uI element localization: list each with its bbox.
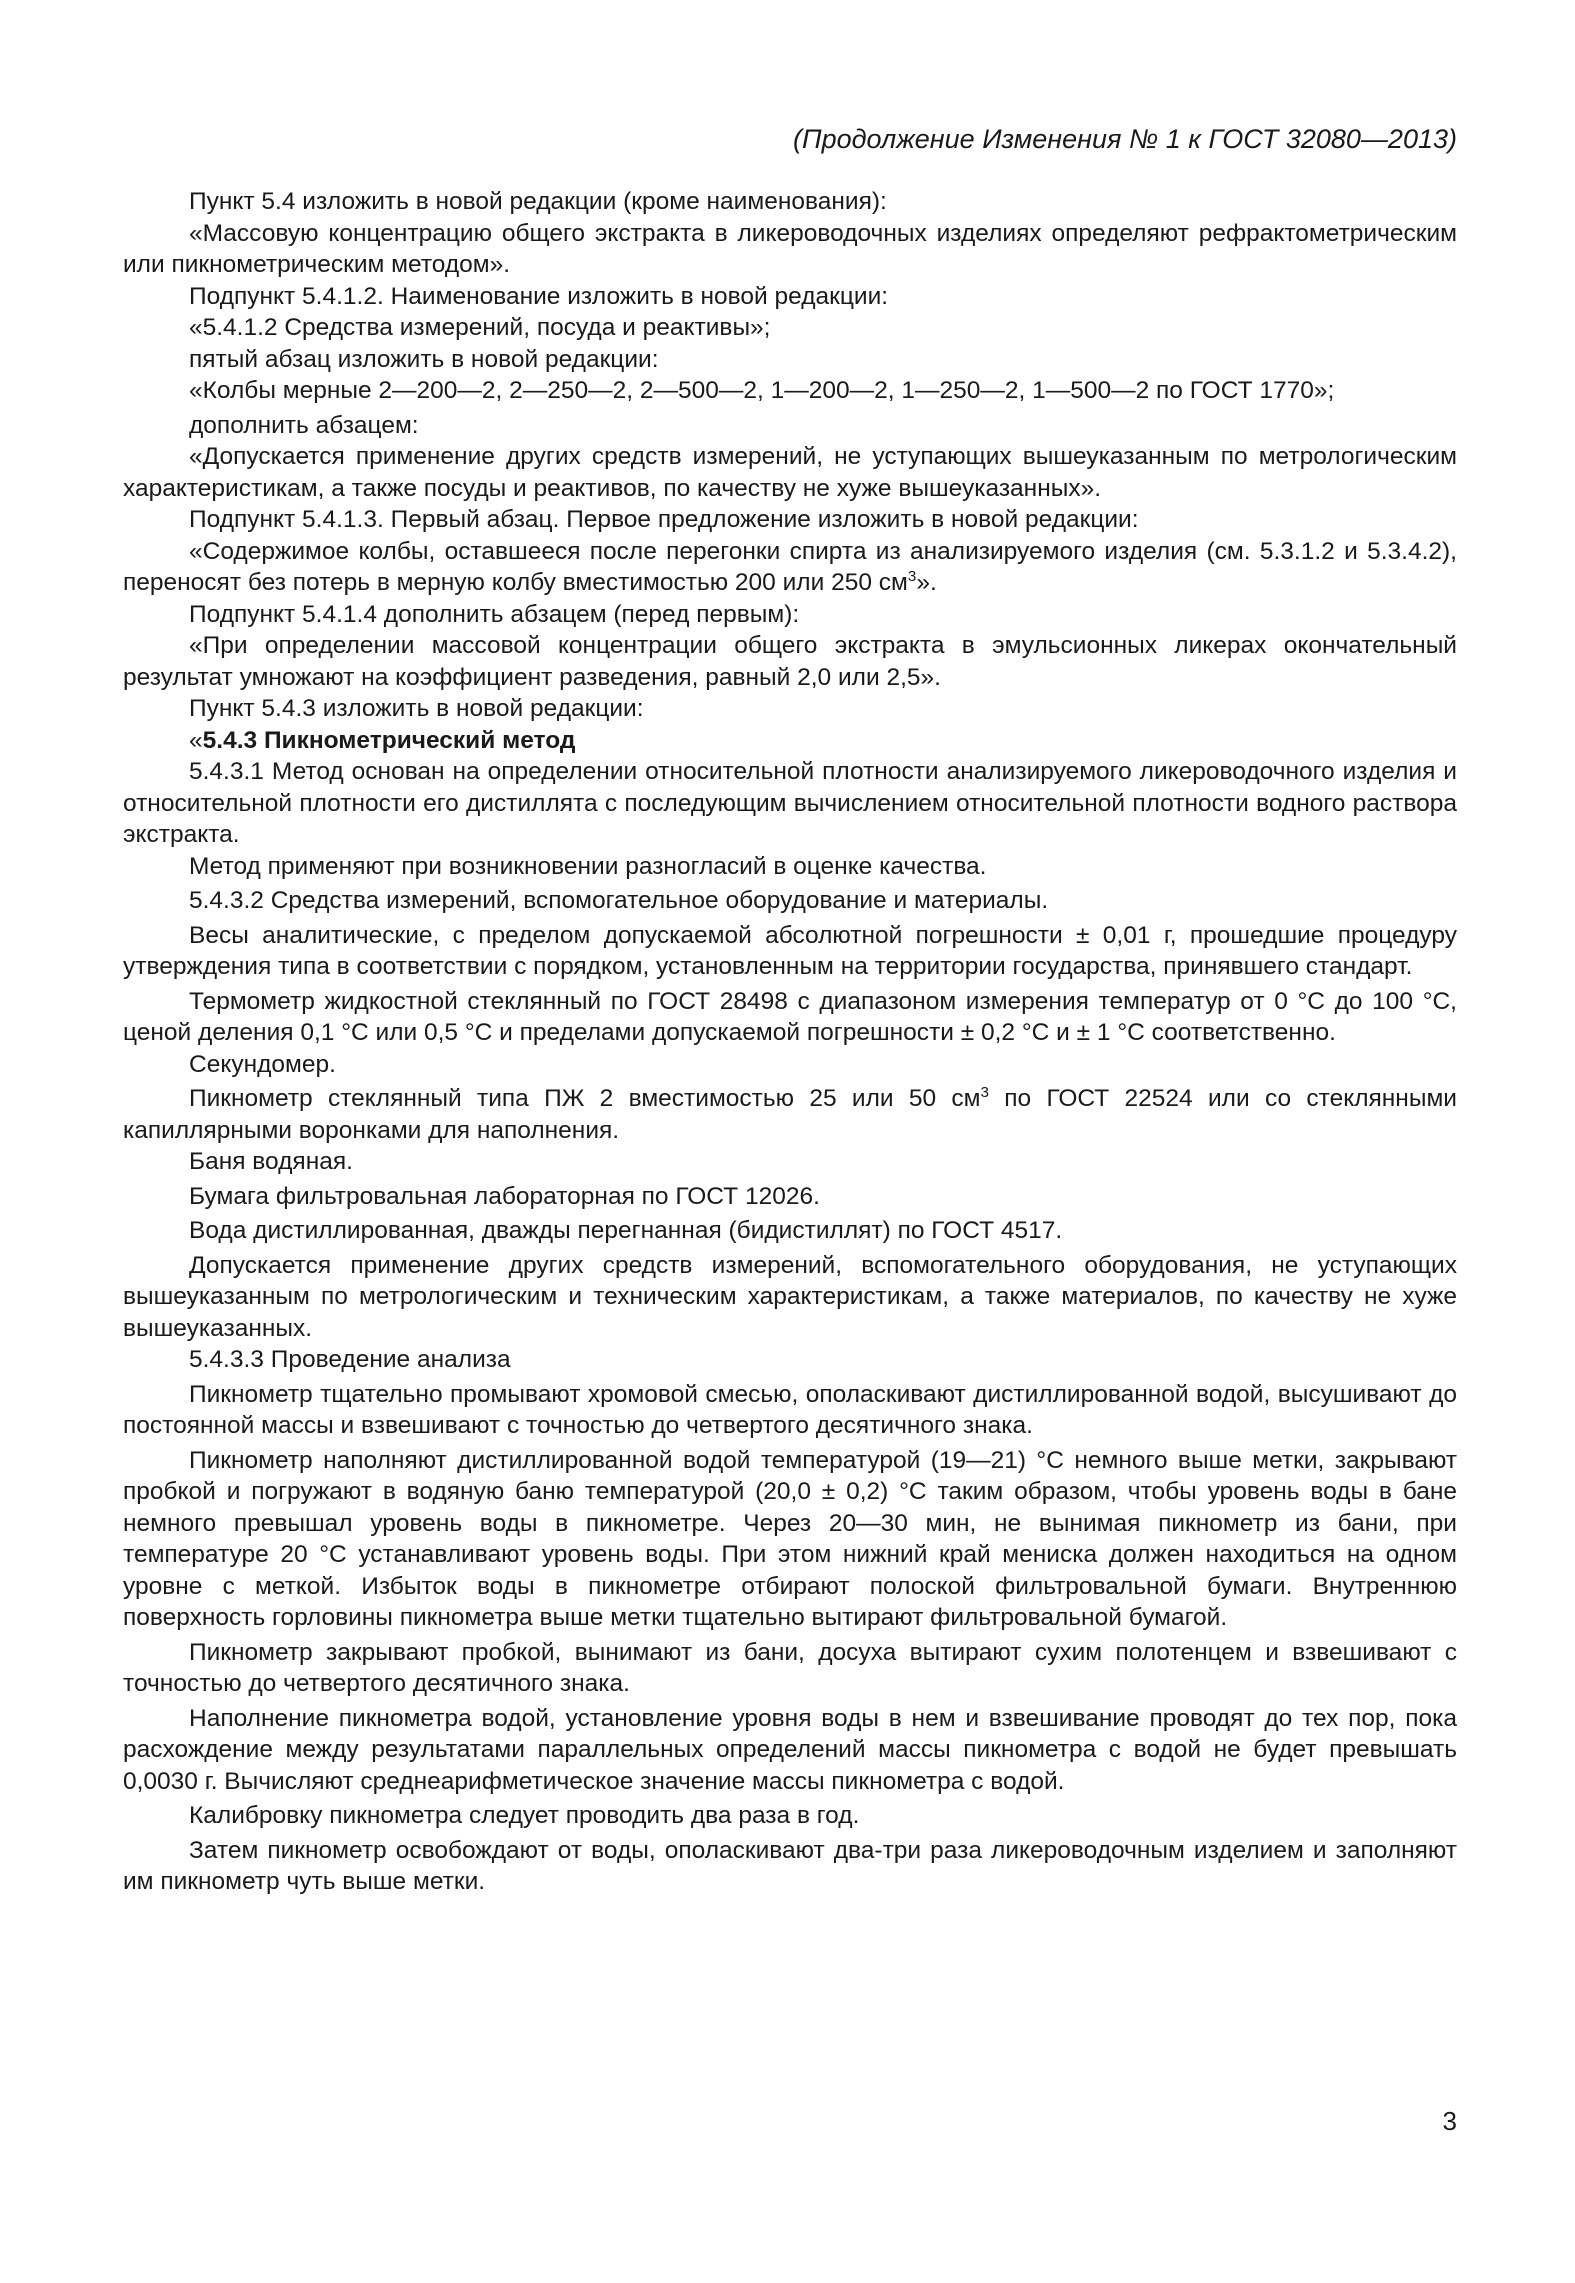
paragraph: Подпункт 5.4.1.3. Первый абзац. Первое предложение изложить в новой редакции:: [189, 506, 1139, 533]
paragraph: 5.4.3.1 Метод основан на определении относительной плотности анализируемого ликероводочного изделия и относительной плотности его дистиллята с последующим вычислением относительной плотности водного раствора экстракта.: [123, 758, 1457, 848]
paragraph: Пункт 5.4.3 изложить в новой редакции:: [189, 695, 644, 722]
paragraph: Калибровку пикнометра следует проводить два раза в год.: [189, 1802, 860, 1829]
paragraph: Секундомер.: [189, 1050, 336, 1078]
superscript: 3: [980, 1083, 989, 1101]
paragraph: дополнить абзацем:: [189, 411, 419, 439]
paragraph: пятый абзац изложить в новой редакции:: [189, 345, 659, 373]
paragraph: Пикнометр закрывают пробкой, вынимают из бани, досуха вытирают сухим полотенцем и взвешивают с точностью до четвертого десятичного знака.: [123, 1638, 1457, 1697]
paragraph: «Массовую концентрацию общего экстракта в ликероводочных изделиях определяют рефрактометрическим или пикнометрическим методом».: [123, 219, 1457, 278]
paragraph: Допускается применение других средств измерений, вспомогательного оборудования, не уступающих вышеуказанным по метрологическим и техническим характеристикам, а также материалов, по качеству не хуже вышеуказанных.: [123, 1251, 1457, 1342]
paragraph: «Содержимое колбы, оставшееся после перегонки спирта из анализируемого изделия (см. 5.3.1.2 и 5.3.4.2), переносят без потерь в мерную колбу вместимостью 200 или 250 $см^3$».: [123, 537, 1457, 596]
running-header: (Продолжение Изменения № 1 к ГОСТ 32080—2013): [793, 124, 1457, 154]
paragraph: «5.4.3 Пикнометрический метод: [189, 726, 576, 754]
paragraph: Баня водяная.: [189, 1148, 353, 1175]
paragraph: Затем пикнометр освобождают от воды, ополаскивают два-три раза ликероводочным изделием и заполняют им пикнометр чуть выше метки.: [123, 1836, 1457, 1895]
paragraph: 5.4.3.3 Проведение анализа: [189, 1346, 511, 1373]
paragraph: Термометр жидкостной стеклянный по ГОСТ 28498 с диапазоном измерения температур от 0 °С до 100 °С, ценой деления 0,1 °С или 0,5 °С и пределами допускаемой погрешности ± 0,2 °С и ± 1 °С соответственно.: [123, 987, 1457, 1046]
page-number: 3: [1442, 2106, 1457, 2136]
paragraph: 5.4.3.2 Средства измерений, вспомогательное оборудование и материалы.: [189, 887, 1049, 914]
paragraph: «5.4.1.2 Средства измерений, посуда и реактивы»;: [189, 314, 771, 341]
paragraph: Пункт 5.4 изложить в новой редакции (кроме наименования):: [189, 188, 887, 215]
paragraph: «При определении массовой концентрации общего экстракта в эмульсионных ликерах окончательный результат умножают на коэффициент разведения, равный 2,0 или 2,5».: [123, 632, 1457, 691]
document-body: [123, 186, 1457, 1898]
paragraph: Метод применяют при возникновении разногласий в оценке качества.: [189, 852, 987, 880]
paragraph: Пикнометр тщательно промывают хромовой смесью, ополаскивают дистиллированной водой, высушивают до постоянной массы и взвешивают с точностью до четвертого десятичного знака.: [123, 1380, 1457, 1439]
section-heading: 5.4.3 Пикнометрический метод: [202, 726, 576, 754]
paragraph: Подпункт 5.4.1.2. Наименование изложить в новой редакции:: [189, 282, 889, 310]
superscript: 3: [907, 567, 917, 585]
paragraph: «Колбы мерные 2—200—2, 2—250—2, 2—500—2, 1—200—2, 1—250—2, 1—500—2 по ГОСТ 1770»;: [189, 377, 1335, 404]
paragraph: «Допускается применение других средств измерений, не уступающих вышеуказанным по метрологическим характеристикам, а также посуды и реактивов, по качеству не хуже вышеуказанных».: [123, 443, 1457, 502]
paragraph: Пикнометр наполняют дистиллированной водой температурой (19—21) °С немного выше метки, закрывают пробкой и погружают в водяную баню температурой (20,0 ± 0,2) °С таким образом, чтобы уровень воды в бане немного превышал уровень воды в пикнометре. Через 20—30 мин, не вынимая пикнометр из бани, при температуре 20 °С устанавливают уровень воды. При этом нижний край мениска должен находиться на одном уровне с меткой. Избыток воды в пикнометре отбирают полоской фильтровальной бумаги. Внутреннюю поверхность горловины пикнометра выше метки тщательно вытирают фильтровальной бумагой.: [123, 1446, 1457, 1631]
paragraph: Пикнометр стеклянный типа ПЖ 2 вместимостью 25 или 50 $см^3$ по ГОСТ 22524 или со стеклянными капиллярными воронками для наполнения.: [123, 1083, 1457, 1144]
paragraph: Подпункт 5.4.1.4 дополнить абзацем (перед первым):: [189, 600, 800, 628]
paragraph: Бумага фильтровальная лабораторная по ГОСТ 12026.: [189, 1182, 820, 1210]
paragraph: Вода дистиллированная, дважды перегнанная (бидистиллят) по ГОСТ 4517.: [189, 1217, 1063, 1244]
paragraph: Весы аналитические, с пределом допускаемой абсолютной погрешности ± 0,01 г, прошедшие процедуру утверждения типа в соответствии с порядком, установленным на территории государства, принявшего стандарт.: [123, 921, 1457, 980]
paragraph: Наполнение пикнометра водой, установление уровня воды в нем и взвешивание проводят до тех пор, пока расхождение между результатами параллельных определений массы пикнометра с водой не будет превышать 0,0030 г. Вычисляют среднеарифметическое значение массы пикнометра с водой.: [123, 1704, 1457, 1795]
